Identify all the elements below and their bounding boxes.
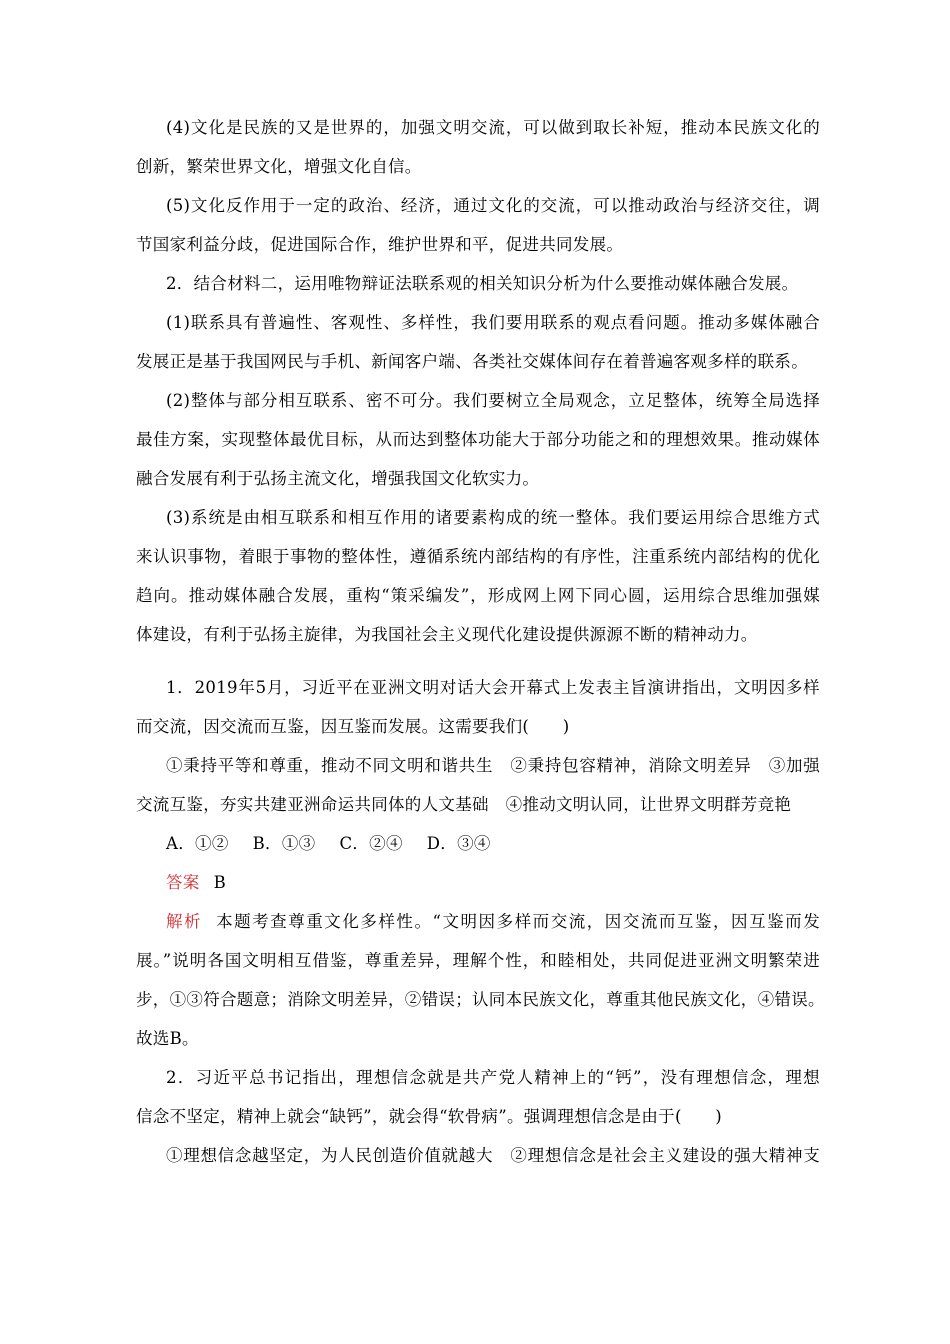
material-question-2-title: 2．结合材料二，运用唯物辩证法联系观的相关知识分析为什么要推动媒体融合发展。 [166,274,799,293]
paragraph-4-line-2: 创新，繁荣世界文化，增强文化自信。 [136,157,422,176]
q2-point-3-line-2: 来认识事物，着眼于事物的整体性，遵循系统内部结构的有序性，注重系统内部结构的优化 [136,547,820,566]
answer-label: 答案 [166,873,200,892]
analysis-label: 解析 [166,912,203,931]
q2-point-3-line-4: 体建设，有利于弘扬主旋律，为我国社会主义现代化建设提供源源不断的精神动力。 [136,625,758,644]
question-1-items-line-2: 交流互鉴，夯实共建亚洲命运共同体的人文基础 ④推动文明认同，让世界文明群芳竞艳 [136,795,792,814]
question-1-options [136,834,820,854]
analysis-text-1: 本题考查尊重文化多样性。“文明因多样而交流，因交流而互鉴，因互鉴而发 [216,912,820,931]
option-b: B．①③ [252,834,316,853]
q2-point-2-line-3: 融合发展有利于弘扬主流文化，增强我国文化软实力。 [136,469,540,488]
q2-point-1-line-1: (1)联系具有普遍性、客观性、多样性，我们要用联系的观点看问题。推动多媒体融合 [166,313,820,332]
question-1-analysis-line-1 [136,912,820,932]
paragraph-5-line-1: (5)文化反作用于一定的政治、经济，通过文化的交流，可以推动政治与经济交往，调 [166,196,820,215]
question-1-analysis-line-4: 故选B。 [136,1029,199,1048]
question-1-items-line-1: ①秉持平等和尊重，推动不同文明和谐共生 ②秉持包容精神，消除文明差异 ③加强 [166,756,820,775]
question-2-stem-line-2: 信念不坚定，精神上就会“缺钙”，就会得“软骨病”。强调理想信念是由于( ) [136,1107,723,1126]
section-gap [136,664,820,678]
question-2-stem-line-1: 2．习近平总书记指出，理想信念就是共产党人精神上的“钙”，没有理想信念，理想 [166,1068,820,1087]
question-1-stem-line-2: 而交流，因交流而互鉴，因互鉴而发展。这需要我们( ) [136,717,570,736]
q2-point-1-line-2: 发展正是基于我国网民与手机、新闻客户端、各类社交媒体间存在着普遍客观多样的联系。 [136,352,808,371]
paragraph-5-line-2: 节国家利益分歧，促进国际合作，维护世界和平，促进共同发展。 [136,235,624,254]
question-2-items-line-1: ①理想信念越坚定，为人民创造价值就越大 ②理想信念是社会主义建设的强大精神支 [166,1146,820,1165]
question-1-stem-line-1: 1．2019年5月，习近平在亚洲文明对话大会开幕式上发表主旨演讲指出，文明因多样 [166,678,820,697]
q2-point-2-line-1: (2)整体与部分相互联系、密不可分。我们要树立全局观念，立足整体，统筹全局选择 [166,391,820,410]
option-a: A．①② [166,834,229,853]
option-c: C．②④ [339,834,403,853]
paragraph-4-line-1: (4)文化是民族的又是世界的，加强文明交流，可以做到取长补短，推动本民族文化的 [166,118,820,137]
question-1-answer [136,873,820,893]
option-d: D．③④ [426,834,491,853]
q2-point-2-line-2: 最佳方案，实现整体最优目标，从而达到整体功能大于部分功能之和的理想效果。推动媒体 [136,430,820,449]
question-1-analysis-line-3: 步，①③符合题意；消除文明差异，②错误；认同本民族文化，尊重其他民族文化，④错误。 [136,990,825,1009]
q2-point-3-line-1: (3)系统是由相互联系和相互作用的诸要素构成的统一整体。我们要运用综合思维方式 [166,508,820,527]
answer-value: B [213,873,227,892]
q2-point-3-line-3: 趋向。推动媒体融合发展，重构“策采编发”，形成网上网下同心圆，运用综合思维加强媒 [136,586,820,605]
question-1-analysis-line-2: 展。”说明各国文明相互借鉴，尊重差异，理解个性，和睦相处，共同促进亚洲文明繁荣进 [136,951,820,970]
